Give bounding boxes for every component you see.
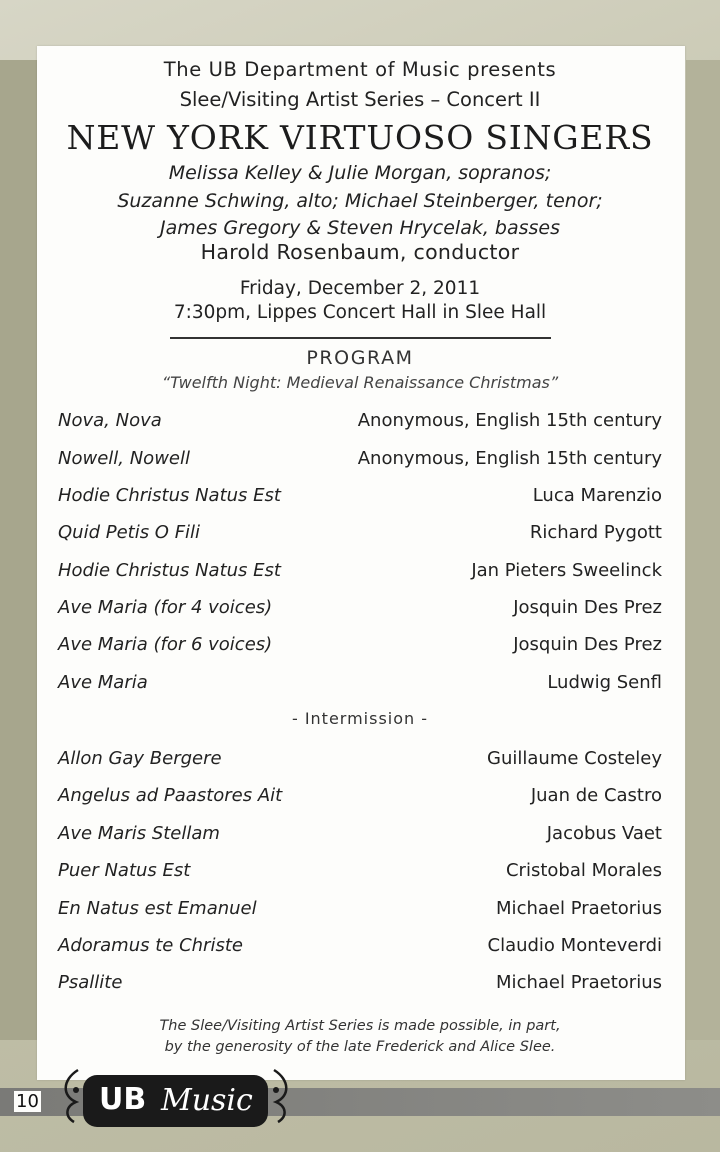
piece-composer: Josquin Des Prez: [513, 634, 662, 655]
piece-title: Ave Maria (for 4 voices): [58, 597, 273, 618]
left-flourish-icon: [56, 1066, 84, 1126]
program-row: [58, 785, 662, 815]
program-row: [58, 898, 662, 928]
piece-composer: Michael Praetorius: [496, 898, 662, 919]
piece-composer: Jan Pieters Sweelinck: [471, 560, 662, 581]
piece-title: Nova, Nova: [58, 410, 162, 431]
piece-title: Psallite: [58, 972, 123, 993]
footnote-line: The Slee/Visiting Artist Series is made possible, in part,: [159, 1018, 561, 1034]
program-row: [58, 597, 662, 627]
right-flourish-icon: [268, 1066, 296, 1126]
piece-title: Hodie Christus Natus Est: [58, 560, 281, 581]
piece-composer: Luca Marenzio: [532, 485, 662, 506]
piece-title: Angelus ad Paastores Ait: [58, 785, 283, 806]
piece-title: Adoramus te Christe: [58, 935, 243, 956]
series-title: Slee/Visiting Artist Series – Concert II: [179, 88, 541, 111]
performers-line: Suzanne Schwing, alto; Michael Steinberger, tenor;: [117, 189, 603, 212]
logo-music-text: Music: [161, 1083, 253, 1118]
piece-composer: Anonymous, English 15th century: [357, 410, 662, 431]
program-row: [58, 634, 662, 664]
piece-title: En Natus est Emanuel: [58, 898, 257, 919]
piece-title: Ave Maria: [58, 672, 148, 693]
program-row: [58, 448, 662, 478]
piece-composer: Guillaume Costeley: [487, 748, 662, 769]
page-number: 10: [16, 1091, 39, 1112]
program-row: [58, 748, 662, 778]
piece-composer: Juan de Castro: [530, 785, 662, 806]
performers-line: James Gregory & Steven Hrycelak, basses: [159, 217, 561, 239]
piece-title: Hodie Christus Natus Est: [58, 485, 281, 506]
piece-title: Nowell, Nowell: [58, 448, 190, 469]
footnote-line: by the generosity of the late Frederick and Alice Slee.: [164, 1039, 556, 1055]
program-row: [58, 522, 662, 552]
program-row: [58, 672, 662, 702]
conductor-line: Harold Rosenbaum, conductor: [200, 240, 520, 264]
piece-title: Ave Maris Stellam: [58, 823, 220, 844]
program-row: [58, 560, 662, 590]
program-row: [58, 823, 662, 853]
program-row: [58, 410, 662, 440]
ub-music-logo: [83, 1075, 268, 1127]
ensemble-name: NEW YORK VIRTUOSO SINGERS: [66, 118, 654, 157]
intermission-label: - Intermission -: [291, 709, 429, 728]
concert-time-venue: 7:30pm, Lippes Concert Hall in Slee Hall: [173, 302, 547, 323]
piece-composer: Ludwig Senfl: [547, 672, 662, 693]
program-row: [58, 485, 662, 515]
program-row: [58, 972, 662, 1002]
program-row: [58, 860, 662, 890]
sponsor-footnote: [0, 1016, 720, 1058]
piece-composer: Jacobus Vaet: [546, 823, 662, 844]
piece-composer: Anonymous, English 15th century: [357, 448, 662, 469]
piece-title: Ave Maria (for 6 voices): [58, 634, 273, 655]
program-heading: PROGRAM: [306, 347, 414, 369]
piece-composer: Michael Praetorius: [496, 972, 662, 993]
presenter-line: The UB Department of Music presents: [163, 58, 557, 81]
piece-composer: Richard Pygott: [529, 522, 662, 543]
program-subtitle: “Twelfth Night: Medieval Renaissance Christmas”: [161, 373, 559, 392]
performers-list: [0, 160, 720, 243]
program-row: [58, 935, 662, 965]
performers-line: Melissa Kelley & Julie Morgan, sopranos;: [168, 162, 552, 184]
piece-composer: Claudio Monteverdi: [487, 935, 662, 956]
piece-composer: Cristobal Morales: [505, 860, 662, 881]
divider-rule: [170, 337, 551, 339]
logo-ub-text: UB: [99, 1082, 147, 1117]
piece-title: Allon Gay Bergere: [58, 748, 222, 769]
piece-title: Quid Petis O Fili: [58, 522, 201, 543]
piece-composer: Josquin Des Prez: [513, 597, 662, 618]
concert-date: Friday, December 2, 2011: [239, 278, 481, 299]
piece-title: Puer Natus Est: [58, 860, 191, 881]
